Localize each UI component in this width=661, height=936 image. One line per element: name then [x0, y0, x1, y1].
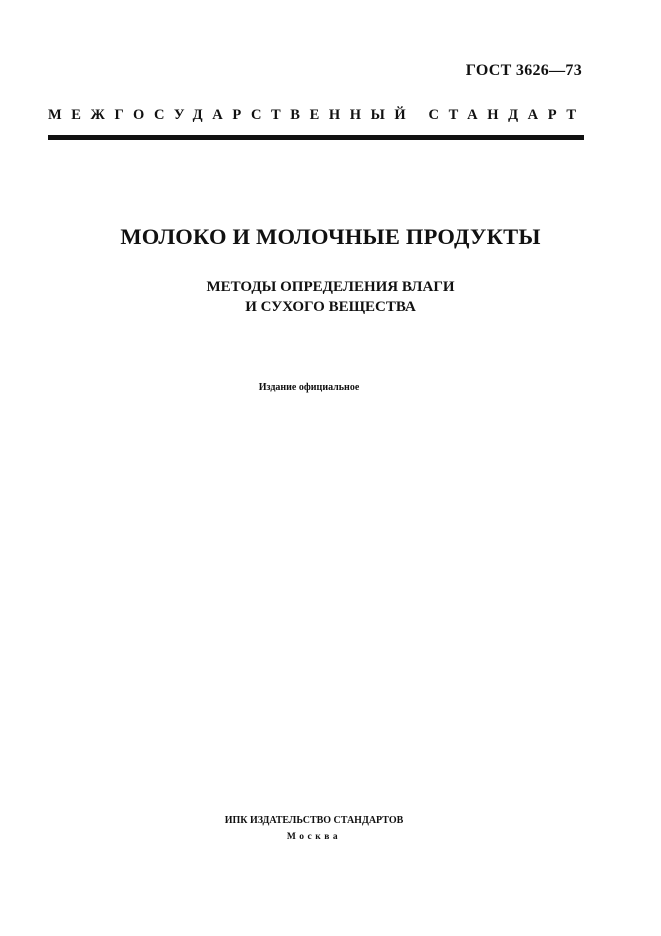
- standard-type: МЕЖГОСУДАРСТВЕННЫЙ СТАНДАРТ: [48, 107, 586, 123]
- doc-number: ГОСТ 3626—73: [465, 62, 582, 79]
- subtitle-line-2: И СУХОГО ВЕЩЕСТВА: [245, 299, 416, 315]
- header-rule: [48, 135, 584, 140]
- publisher-city: Москва: [286, 832, 342, 842]
- publisher: ИПК ИЗДАТЕЛЬСТВО СТАНДАРТОВ: [224, 815, 404, 826]
- edition-label: Издание официальное: [258, 382, 360, 393]
- subtitle: [0, 277, 661, 317]
- main-title: МОЛОКО И МОЛОЧНЫЕ ПРОДУКТЫ: [120, 224, 541, 249]
- subtitle-line-1: МЕТОДЫ ОПРЕДЕЛЕНИЯ ВЛАГИ: [206, 279, 455, 295]
